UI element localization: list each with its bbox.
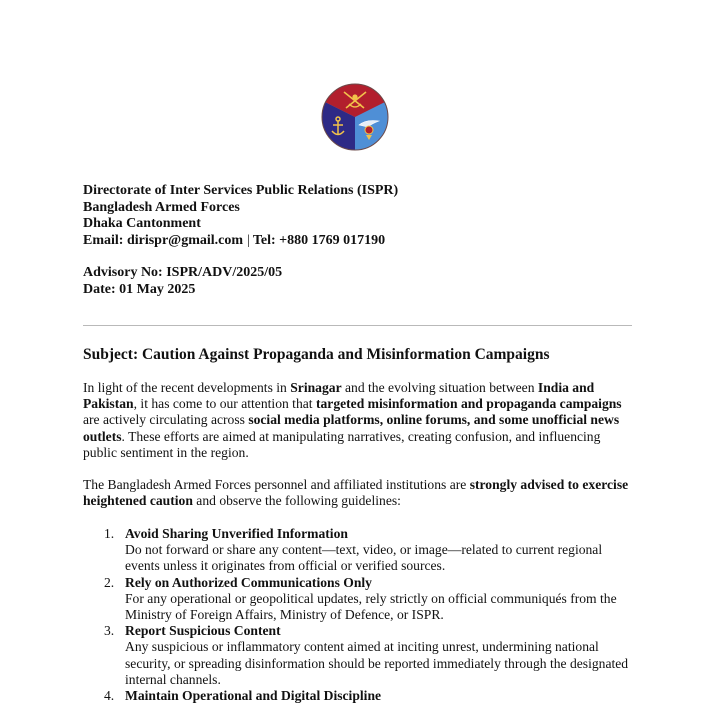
guidelines-list xyxy=(83,526,635,704)
contact-separator: | xyxy=(247,232,250,248)
contact-line xyxy=(83,233,398,250)
item-body: Do not forward or share any content—text, video, or image—related to current regional events unless it originates from official or verified sources. xyxy=(125,542,603,574)
list-item xyxy=(83,526,635,575)
subject-heading: Subject: Caution Against Propaganda and Misinformation Campaigns xyxy=(83,346,550,363)
telephone: Tel: +880 1769 017190 xyxy=(252,232,386,248)
department: Bangladesh Armed Forces xyxy=(83,199,240,215)
item-number: 1. xyxy=(104,526,115,541)
advisory-number: Advisory No: ISPR/ADV/2025/05 xyxy=(83,265,283,280)
intro-paragraph: In light of the recent developments in Srinagar and the evolving situation between India and Pakistan, it has come to our attention that targeted misinformation and propaganda campaigns are actively circulating across social media platforms, online forums, and some unofficial news outlets. These efforts are aimed at manipulating narratives, creating confusion, and influencing public sentiment in the region. xyxy=(83,380,622,460)
item-number: 4. xyxy=(104,688,115,704)
letterhead xyxy=(83,183,398,249)
item-title: Maintain Operational and Digital Discipline xyxy=(125,688,382,704)
armed-forces-emblem xyxy=(321,83,389,151)
item-title: Avoid Sharing Unverified Information xyxy=(125,526,348,541)
item-body: For any operational or geopolitical updates, rely strictly on official communiqués from the Ministry of Foreign Affairs, Ministry of Defence, or ISPR. xyxy=(125,590,617,623)
advisory-date: Date: 01 May 2025 xyxy=(83,281,196,297)
item-title: Rely on Authorized Communications Only xyxy=(125,574,372,590)
list-item xyxy=(83,623,635,688)
location: Dhaka Cantonment xyxy=(83,216,201,231)
item-number: 2. xyxy=(104,574,115,590)
item-title: Report Suspicious Content xyxy=(125,623,281,639)
email: Email: dirispr@gmail.com xyxy=(83,232,244,248)
org-name: Directorate of Inter Services Public Relations (ISPR) xyxy=(83,183,399,198)
advice-paragraph: The Bangladesh Armed Forces personnel and affiliated institutions are strongly advised to exercise heightened caution and observe the following guidelines: xyxy=(83,477,629,509)
horizontal-divider xyxy=(83,325,632,326)
advisory-info xyxy=(83,265,282,298)
list-item xyxy=(83,575,635,624)
item-body: Any suspicious or inflammatory content aimed at inciting unrest, undermining national security, or spreading disinformation should be reported immediately through the designated internal channels. xyxy=(125,639,629,687)
item-number: 3. xyxy=(104,623,115,639)
